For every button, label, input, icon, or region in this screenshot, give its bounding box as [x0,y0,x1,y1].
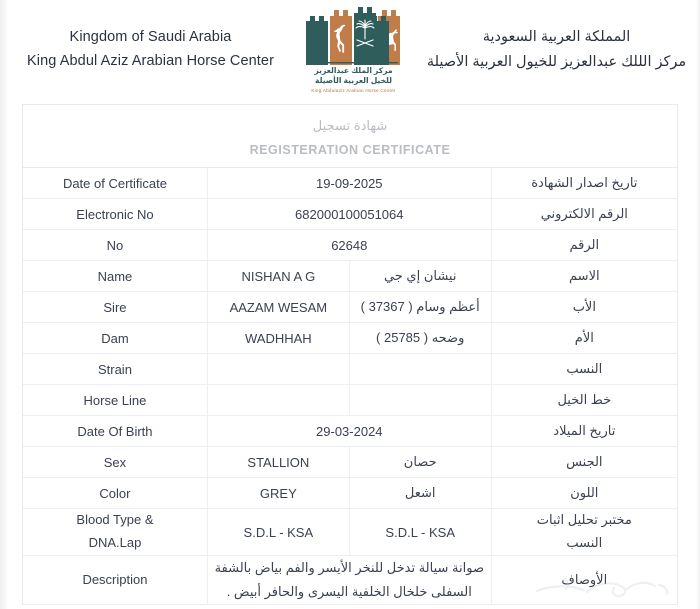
logo-arabic-text [314,66,392,87]
row-label-english: Date of Certificate [23,168,207,199]
row-value-arabic: حصان [349,447,491,478]
page-left-edge [0,0,8,609]
row-value-english: AAZAM WESAM [207,292,349,323]
row-label-arabic: الرقم [491,230,677,261]
table-row [23,261,677,292]
certificate-card [22,104,678,605]
row-value-merged: 29-03-2024 [207,416,491,447]
row-value-arabic: أعظم وسام ( 37367 ) [349,292,491,323]
description-value-arabic: صوانة سيالة تدخل للنخر الأيسر والفم بياض بالشفة السفلى خلخال الخلفية اليسرى والحافر أبيض . [207,555,491,604]
blood-type-label-line2: DNA.Lap [88,535,142,551]
certificate-title-block [23,105,677,168]
header-english-line1: Kingdom of Saudi Arabia [69,29,232,46]
organization-logo [294,7,414,93]
row-value-merged: 19-09-2025 [207,168,491,199]
table-row [23,555,677,604]
row-value-merged: 62648 [207,230,491,261]
row-value-english: S.D.L - KSA [207,509,349,556]
row-label-arabic: الجنس [491,447,677,478]
row-value-arabic: S.D.L - KSA [349,509,491,556]
row-value-english: NISHAN A G [207,261,349,292]
logo-arabic-line2: للخيل العربية الأصيلة [315,76,392,86]
row-label-english: Dam [23,323,207,354]
row-value-english [207,354,349,385]
row-value-arabic: وضحه ( 25785 ) [349,323,491,354]
table-row [23,292,677,323]
table-row [23,230,677,261]
row-label-arabic: الاسم [491,261,677,292]
table-row [23,199,677,230]
certificate-sheet [8,0,695,609]
row-label-english: Description [23,555,207,604]
row-value-arabic [349,385,491,416]
table-row [23,168,677,199]
table-row [23,478,677,509]
logo-arabic-line1: مركز الملك عبدالعزيز [314,66,393,75]
row-label-arabic: النسب [491,354,677,385]
table-row [23,354,677,385]
row-label-english: Sex [23,447,207,478]
row-value-english [207,385,349,416]
row-label-arabic: تاريخ اصدار الشهادة [491,168,677,199]
certificate-title-english: REGISTERATION CERTIFICATE [249,142,451,157]
row-label-english: Strain [23,354,207,385]
row-label-english: Horse Line [23,385,207,416]
table-row [23,447,677,478]
row-label-english: Electronic No [23,199,207,230]
row-value-english: GREY [207,478,349,509]
row-value-arabic [349,354,491,385]
header-arabic-line2: مركز الللك عبدالعزيز للخيول العربية الأصيلة [426,54,687,70]
header-english-titles [18,26,283,74]
blood-type-label-line1: Blood Type & [76,512,154,528]
row-label-english: Color [23,478,207,509]
table-row [23,509,677,556]
row-label-arabic [491,509,677,556]
row-label-arabic: الأوصاف [491,555,677,604]
row-value-arabic: نيشان إي جي [349,261,491,292]
logo-english-text: King Abdulaziz Arabian Horse Center [311,88,396,93]
row-label-english [23,509,207,556]
page-right-edge [695,0,700,609]
row-label-english: No [23,230,207,261]
row-label-english: Sire [23,292,207,323]
table-row [23,385,677,416]
row-label-arabic: تاريخ الميلاد [491,416,677,447]
table-row [23,323,677,354]
row-label-arabic: الأم [491,323,677,354]
row-value-arabic: اشعل [349,478,491,509]
row-label-arabic: خط الخيل [491,385,677,416]
row-value-english: WADHHAH [207,323,349,354]
table-row [23,416,677,447]
row-label-english: Date Of Birth [23,416,207,447]
row-label-arabic: اللون [491,478,677,509]
row-label-english: Name [23,261,207,292]
certificate-title-arabic: شهادة تسجيل [312,118,388,133]
document-header [8,0,695,100]
blood-type-label-ar-line2: النسب [566,535,603,551]
row-label-arabic: الرقم الالكتروني [491,199,677,230]
row-value-merged: 682000100051064 [207,199,491,230]
header-arabic-titles [424,25,689,74]
header-english-line2: King Abdul Aziz Arabian Horse Center [26,53,275,69]
certificate-details-table [23,168,677,605]
row-label-arabic: الأب [491,292,677,323]
row-value-english: STALLION [207,447,349,478]
header-arabic-line1: المملكة العربية السعودية [482,29,631,46]
certificate-table-body [23,168,677,605]
horse-center-logo-icon [306,7,402,65]
blood-type-label-ar-line1: مختبر تحليل اثبات [536,512,632,528]
